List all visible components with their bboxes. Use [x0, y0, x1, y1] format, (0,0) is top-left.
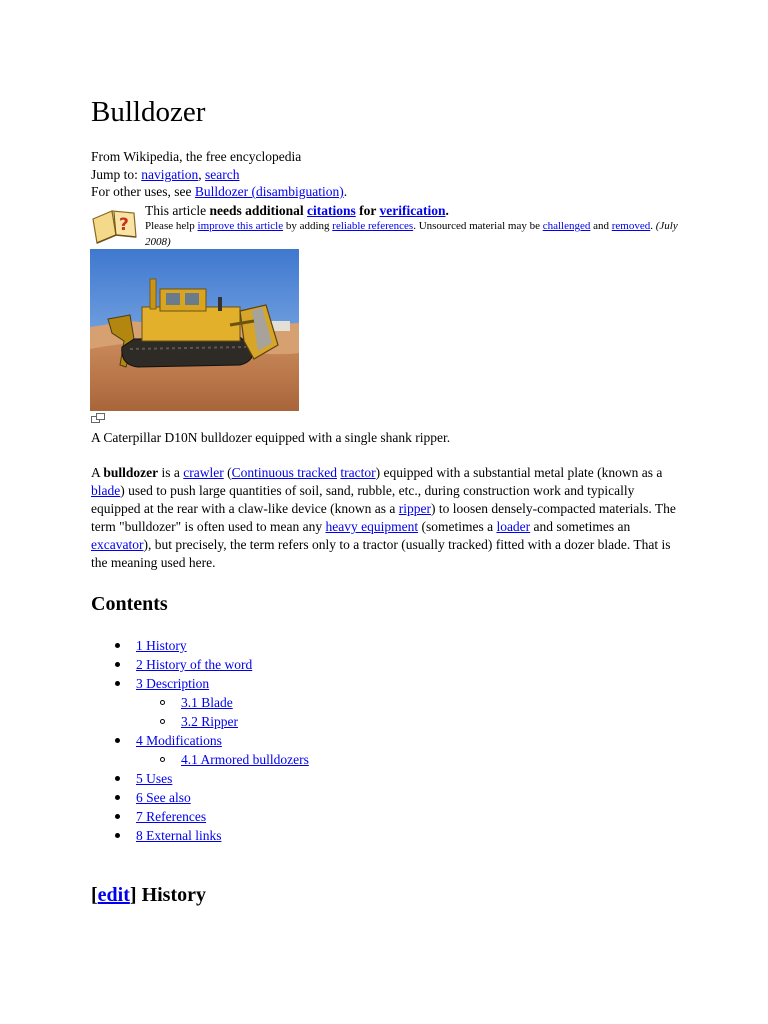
- toc-link[interactable]: 3.2 Ripper: [181, 714, 238, 729]
- blade-link[interactable]: blade: [91, 483, 121, 498]
- svg-text:?: ?: [119, 215, 129, 235]
- intro-text: is a: [158, 465, 184, 480]
- tractor-link[interactable]: tractor: [340, 465, 376, 480]
- notice-help-and: and: [590, 220, 612, 232]
- challenged-link[interactable]: challenged: [542, 220, 591, 232]
- intro-text: ) to loosen densely-compacted materials. The term "bulldozer" is often used to mean any: [91, 501, 676, 534]
- circle-bullet-icon: [160, 719, 165, 724]
- section-title: History: [136, 884, 206, 906]
- jump-to: [91, 166, 240, 183]
- excavator-link[interactable]: excavator: [91, 537, 144, 552]
- citations-link[interactable]: citations: [307, 203, 356, 218]
- toc-link[interactable]: 4.1 Armored bulldozers: [181, 752, 309, 767]
- edit-bracket-close: ]: [129, 884, 137, 906]
- bullet-icon: [115, 738, 120, 743]
- edit-bracket-open: [: [91, 884, 98, 906]
- bullet-icon: [115, 681, 120, 686]
- notice-help-period: .: [650, 220, 656, 232]
- circle-bullet-icon: [160, 757, 165, 762]
- toc-link[interactable]: 3 Description: [136, 676, 210, 691]
- notice-help-adding: by adding: [283, 220, 333, 232]
- notice-needs: needs additional: [209, 203, 308, 218]
- toc-link[interactable]: 7 References: [136, 809, 207, 824]
- reliable-references-link[interactable]: reliable references: [332, 220, 414, 232]
- toc-link[interactable]: 5 Uses: [136, 771, 173, 786]
- notice-for: for: [355, 203, 380, 218]
- notice-help: [145, 219, 690, 250]
- bullet-icon: [115, 795, 120, 800]
- intro-text: (sometimes a: [418, 519, 497, 534]
- heavy-equipment-link[interactable]: heavy equipment: [325, 519, 419, 534]
- subtitle: From Wikipedia, the free encyclopedia: [91, 149, 302, 164]
- toc-link[interactable]: 2 History of the word: [136, 657, 253, 672]
- intro-text: and sometimes an: [530, 519, 631, 534]
- hatnote-end: .: [343, 184, 348, 199]
- toc-link[interactable]: 8 External links: [136, 828, 222, 843]
- intro-text: (: [223, 465, 232, 480]
- intro-text: ), but precisely, the term refers only to a tractor (usually tracked) fitted with a dozer blade. That is the meaning used here.: [91, 537, 671, 570]
- continuous-tracked-link[interactable]: Continuous tracked: [231, 465, 337, 480]
- verification-link[interactable]: verification: [379, 203, 446, 218]
- toc-link[interactable]: 1 History: [136, 638, 187, 653]
- removed-link[interactable]: removed: [611, 220, 651, 232]
- page-title: Bulldozer: [91, 96, 206, 128]
- hatnote-text: For other uses, see: [91, 184, 195, 199]
- jump-to-label: Jump to:: [91, 167, 142, 182]
- disambiguation-link[interactable]: Bulldozer (disambiguation): [194, 184, 344, 199]
- jump-navigation-link[interactable]: navigation: [141, 167, 199, 182]
- edit-link[interactable]: edit: [97, 884, 130, 906]
- toc-link[interactable]: 4 Modifications: [136, 733, 222, 748]
- jump-separator: ,: [198, 167, 206, 182]
- intro-bold-term: bulldozer: [103, 465, 159, 480]
- toc-link[interactable]: 3.1 Blade: [181, 695, 233, 710]
- loader-link[interactable]: loader: [496, 519, 531, 534]
- section-heading-history: [91, 880, 206, 910]
- ripper-link[interactable]: ripper: [398, 501, 431, 516]
- improve-article-link[interactable]: improve this article: [197, 220, 284, 232]
- magnify-clip-icon[interactable]: [91, 410, 105, 420]
- notice-period: .: [445, 203, 449, 218]
- intro-text: ) used to push large quantities of soil, sand, rubble, etc., during construction work and typically equipped at the rear with a claw-like device (known as a: [91, 483, 635, 516]
- image-caption: A Caterpillar D10N bulldozer equipped with a single shank ripper.: [91, 430, 451, 445]
- bullet-icon: [115, 776, 120, 781]
- notice-lead: This article: [145, 203, 210, 218]
- bullet-icon: [115, 833, 120, 838]
- crawler-link[interactable]: crawler: [183, 465, 224, 480]
- bullet-icon: [115, 662, 120, 667]
- notice-help-unsourced: . Unsourced material may be: [413, 220, 543, 232]
- notice-help-lead: Please help: [145, 220, 198, 232]
- toc-link[interactable]: 6 See also: [136, 790, 191, 805]
- hatnote: [91, 183, 347, 200]
- notice-text: [145, 202, 449, 219]
- intro-text: ) equipped with a substantial metal plate (known as a: [375, 465, 663, 480]
- intro-text: A: [91, 465, 104, 480]
- circle-bullet-icon: [160, 700, 165, 705]
- bullet-icon: [115, 643, 120, 648]
- bulldozer-photo[interactable]: [90, 249, 299, 411]
- contents-heading: Contents: [91, 593, 168, 615]
- intro-paragraph: [91, 464, 681, 572]
- book-question-icon: [90, 205, 140, 245]
- bullet-icon: [115, 814, 120, 819]
- notice-date: (July 2008): [145, 220, 678, 248]
- jump-search-link[interactable]: search: [205, 167, 240, 182]
